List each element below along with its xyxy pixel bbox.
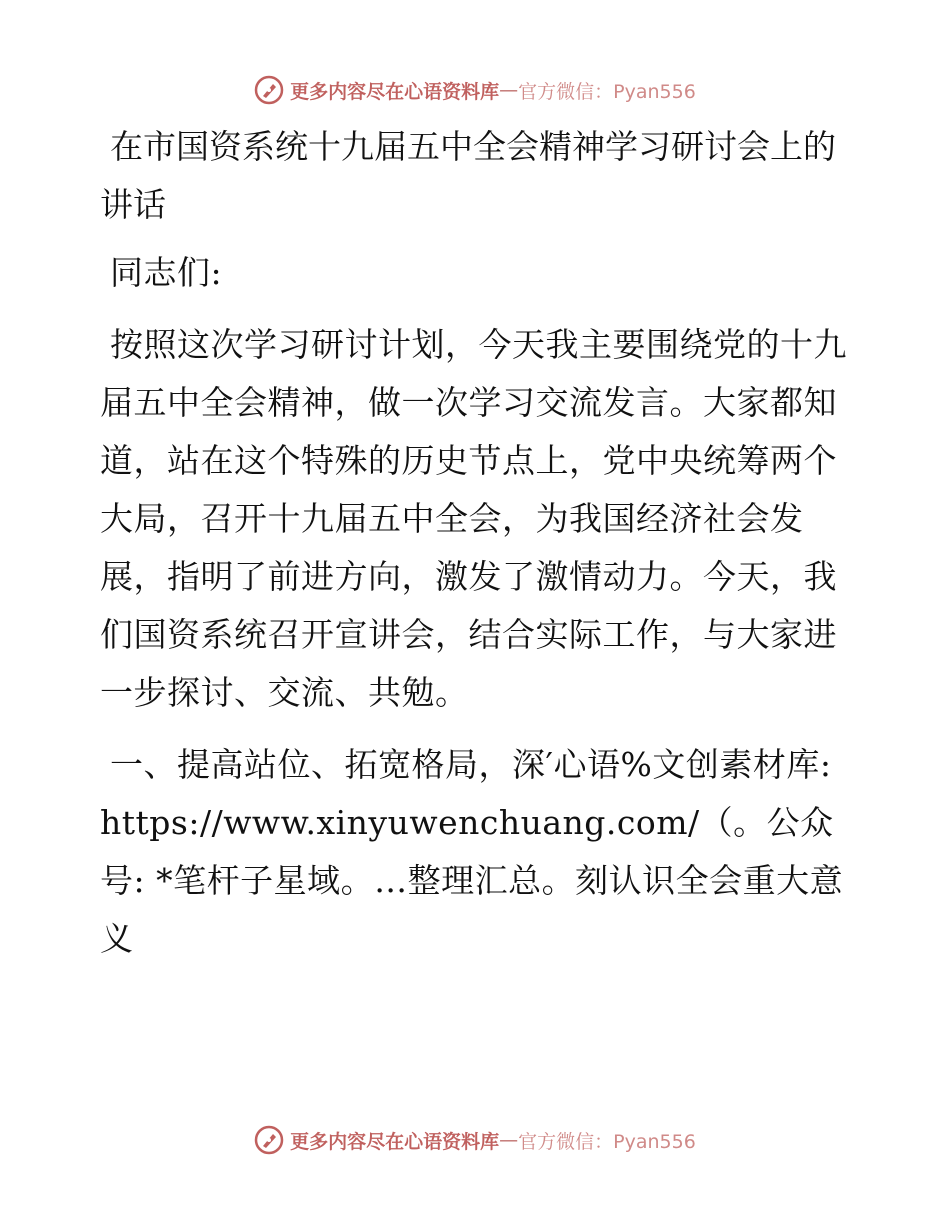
pen-nib-icon [254,1125,284,1155]
watermark-site-text: 更多内容尽在心语资料库 [290,1130,500,1153]
document-body [100,118,860,982]
watermark-footer [0,1120,950,1160]
pen-nib-icon [254,75,284,105]
watermark-separator: — [499,79,519,101]
watermark-site-text: 更多内容尽在心语资料库 [290,80,500,103]
watermark-separator: — [499,1129,519,1151]
paragraph-1: 按照这次学习研讨计划，今天我主要围绕党的十九届五中全会精神，做一次学习交流发言。大家都知道，站在这个特殊的历史节点上，党中央统筹两个大局，召开十九届五中全会，为我国经济社会发展，指明了前进方向，激发了激情动力。今天，我们国资系统召开宣讲会，结合实际工作，与大家进一步探讨、交流、共勉。 [100,325,847,712]
salutation: 同志们: [110,253,223,292]
paragraph-2: 一、提高站位、拓宽格局，深′心语%文创素材库: https://www.xinyuwenchuang.com/（。公众号: *笔杆子星域。…整理汇总。刻认识全会重大意义 [100,745,844,958]
watermark-header [0,70,950,110]
document-title: 在市国资系统十九届五中全会精神学习研讨会上的讲话 [100,127,836,224]
watermark-wechat-text: 官方微信：Pyan556 [518,80,696,103]
watermark-wechat-text: 官方微信：Pyan556 [518,1130,696,1153]
